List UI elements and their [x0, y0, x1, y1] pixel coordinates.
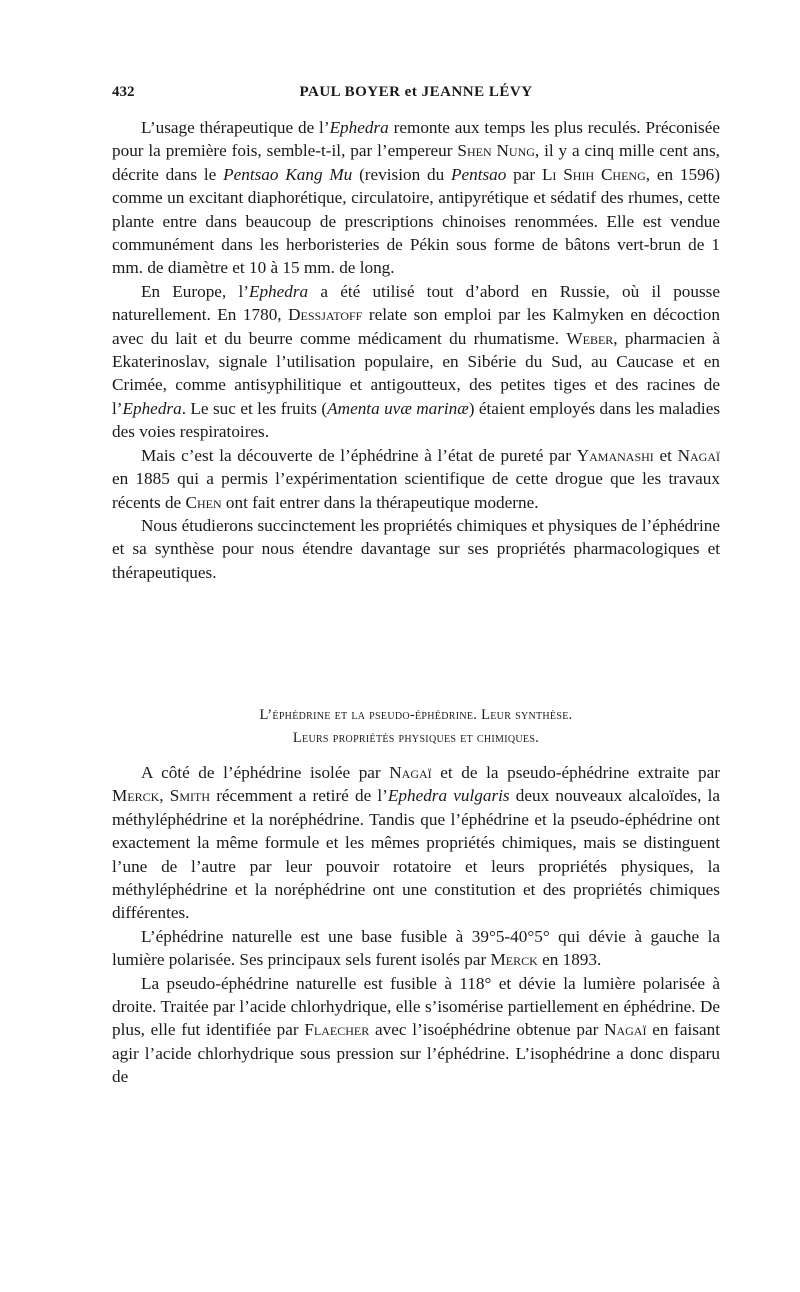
section-heading-line-1: L’éphédrine et la pseudo-éphédrine. Leur synthèse.	[259, 707, 573, 723]
section-heading	[112, 704, 720, 750]
paragraph-alkaloids: A côté de l’éphédrine isolée par Nagaï et de la pseudo-éphédrine extraite par Merck, Smith récemment a retiré de l’Ephedra vulgaris deux nouveaux alcaloïdes, la méthyléphédrine et la noréphédrine. Tandis que l’éphédrine et la pseudo-éphédrine ont exactement la même formule et les mêmes propriétés chimiques, mais se distinguent l’une de l’autre par leur pouvoir rotatoire et leurs propriétés physiques, la méthyléphédrine et la noréphédrine ont une constitution et des propriétés chimiques différentes.	[112, 763, 720, 923]
paragraph-discovery: Mais c’est la découverte de l’éphédrine à l’état de pureté par Yamanashi et Nagaï en 1885 qui a permis l’expérimentation scientifique de cette drogue que les travaux récents de Chen ont fait entrer dans la thérapeutique moderne.	[112, 445, 720, 512]
page-header	[112, 84, 720, 106]
running-head: PAUL BOYER et JEANNE LÉVY	[299, 84, 533, 100]
page-number: 432	[112, 84, 135, 100]
paragraph-pseudo-ephedrine: La pseudo-éphédrine naturelle est fusible à 118° et dévie la lumière polarisée à droite. Traitée par l’acide chlorhydrique, elle s’isomérise partiellement en éphédrine. De plus, elle fut identifiée par Flaecher avec l’isoéphédrine obtenue par Nagaï en faisant agir l’acide chlorhydrique sous pression sur l’éphédrine. L’isophédrine a donc disparu de	[112, 973, 720, 1087]
section-heading-line-2: Leurs propriétés physiques et chimiques.	[292, 730, 540, 746]
section-two-text	[112, 761, 720, 1089]
paragraph-history: L’usage thérapeutique de l’Ephedra remonte aux temps les plus reculés. Préconisée pour la première fois, semble-t-il, par l’empereur Shen Nung, il y a cinq mille cent ans, décrite dans le Pentsao Kang Mu (revision du Pentsao par Li Shih Cheng, en 1596) comme un excitant diaphorétique, circulatoire, antipyrétique et sédatif des rhumes, cette plante entre dans beaucoup de prescriptions chinoises renommées. Elle est vendue communément dans les herboristeries de Pékin sous forme de bâtons vert-brun de 1 mm. de diamètre et 10 à 15 mm. de long.	[112, 118, 721, 278]
paragraph-natural-ephedrine: L’éphédrine naturelle est une base fusible à 39°5-40°5° qui dévie à gauche la lumière polarisée. Ses principaux sels furent isolés par Merck en 1893.	[112, 926, 720, 970]
paragraph-plan: Nous étudierons succinctement les propriétés chimiques et physiques de l’éphédrine et sa synthèse pour nous étendre davantage sur ses propriétés pharmacologiques et thérapeutiques.	[112, 515, 720, 582]
paragraph-europe: En Europe, l’Ephedra a été utilisé tout d’abord en Russie, où il pousse naturellement. En 1780, Dessjatoff relate son emploi par les Kalmyken en décoction avec du lait et du beurre comme médicament du rhumatisme. Weber, pharmacien à Ekaterinoslav, signale l’utilisation populaire, en Sibérie du Sud, au Caucase et en Crimée, comme antisyphilitique et antigoutteux, des petites tiges et des racines de l’Ephedra. Le suc et les fruits (Amenta uvæ marinæ) étaient employés dans les maladies des voies respiratoires.	[112, 281, 721, 442]
section-one-text	[112, 116, 720, 584]
